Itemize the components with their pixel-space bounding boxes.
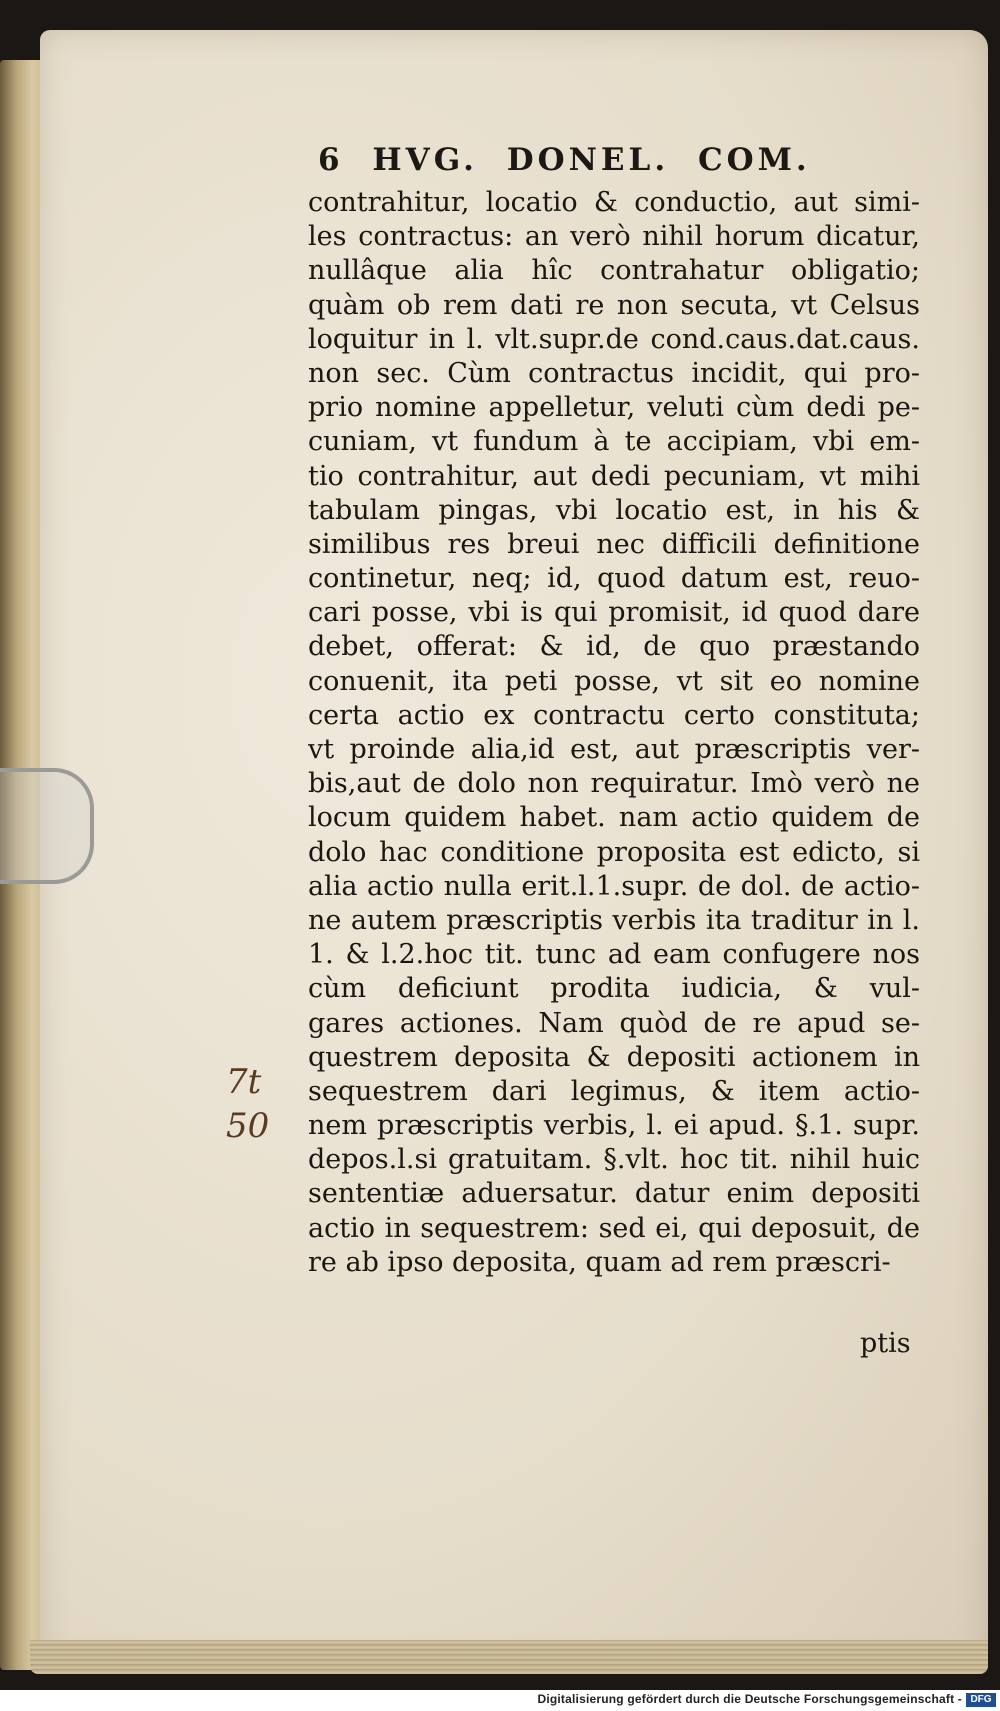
footer-credit: Digitalisierung gefördert durch die Deutsche Forschungsgemeinschaft - — [537, 1692, 962, 1706]
catchword: ptis — [860, 1328, 911, 1359]
text-line: gares actiones. Nam quòd de re apud se- — [308, 1007, 920, 1039]
text-line: tio contrahitur, aut dedi pecuniam, vt mihi — [308, 460, 920, 492]
text-line: bis,aut de dolo non requiratur. Imò verò ne — [308, 768, 920, 800]
text-line: debet, offerat: & id, de quo præstando — [308, 631, 920, 663]
running-head-part: HVG. — [372, 142, 478, 178]
running-head-part: DONEL. — [506, 142, 670, 178]
text-line: actio in sequestrem: sed ei, qui deposuit, de — [308, 1212, 920, 1244]
page-number: 6 — [318, 142, 344, 178]
body-text — [308, 186, 920, 1280]
text-line: conuenit, ita peti posse, vt sit eo nomine — [308, 665, 920, 697]
text-line: quàm ob rem dati re non secuta, vt Celsus — [308, 289, 920, 321]
marginalia-mark: 50 — [226, 1106, 270, 1146]
text-line: 1. & l.2.hoc tit. tunc ad eam confugere nos — [308, 939, 920, 971]
text-line: cùm deficiunt prodita iudicia, & vul- — [308, 973, 920, 1005]
text-line: depos.l.si gratuitam. §.vlt. hoc tit. nihil huic — [308, 1144, 920, 1176]
text-line: nem præscriptis verbis, l. ei apud. §.1. supr. — [308, 1110, 920, 1142]
text-line: loquitur in l. vlt.supr.de cond.caus.dat.caus. — [308, 323, 920, 355]
page-clip — [0, 768, 94, 884]
text-line: questrem deposita & depositi actionem in — [308, 1041, 920, 1073]
text-line: locum quidem habet. nam actio quidem de — [308, 802, 920, 834]
text-line: certa actio ex contractu certo constituta; — [308, 699, 920, 731]
page-stack-edge — [30, 1640, 988, 1674]
text-line: contrahitur, locatio & conductio, aut simi- — [308, 187, 920, 218]
text-line: tabulam pingas, vbi locatio est, in his & — [308, 494, 920, 526]
text-line: non sec. Cùm contractus incidit, qui pro- — [308, 357, 920, 389]
running-head-part: COM. — [697, 142, 811, 178]
text-line: ne autem præscriptis verbis ita traditur in l. — [308, 904, 920, 936]
marginalia-mark: 7t — [226, 1062, 262, 1102]
text-line: similibus res breui nec difficili definitione — [308, 528, 920, 560]
running-head — [318, 142, 918, 178]
text-line: prio nomine appelletur, veluti cùm dedi pe- — [308, 392, 920, 424]
text-line: alia actio nulla erit.l.1.supr. de dol. de actio- — [308, 870, 920, 902]
text-line: nullâque alia hîc contrahatur obligatio; — [308, 255, 920, 287]
text-line: dolo hac conditione proposita est edicto, si — [308, 836, 920, 868]
text-line: les contractus: an verò nihil horum dicatur, — [308, 221, 920, 253]
text-line: vt proinde alia,id est, aut præscriptis ver- — [308, 734, 920, 765]
text-line: cari posse, vbi is qui promisit, id quod dare — [308, 597, 920, 629]
text-line: sequestrem dari legimus, & item actio- — [308, 1075, 920, 1107]
dfg-logo: DFG — [966, 1693, 996, 1707]
text-line: continetur, neq; id, quod datum est, reuo- — [308, 563, 920, 595]
text-line: sententiæ aduersatur. datur enim depositi — [308, 1178, 920, 1210]
text-line: re ab ipso deposita, quam ad rem præscri- — [308, 1246, 891, 1278]
handwritten-marginalia — [226, 1060, 269, 1148]
text-line: cuniam, vt fundum à te accipiam, vbi em- — [308, 426, 920, 458]
